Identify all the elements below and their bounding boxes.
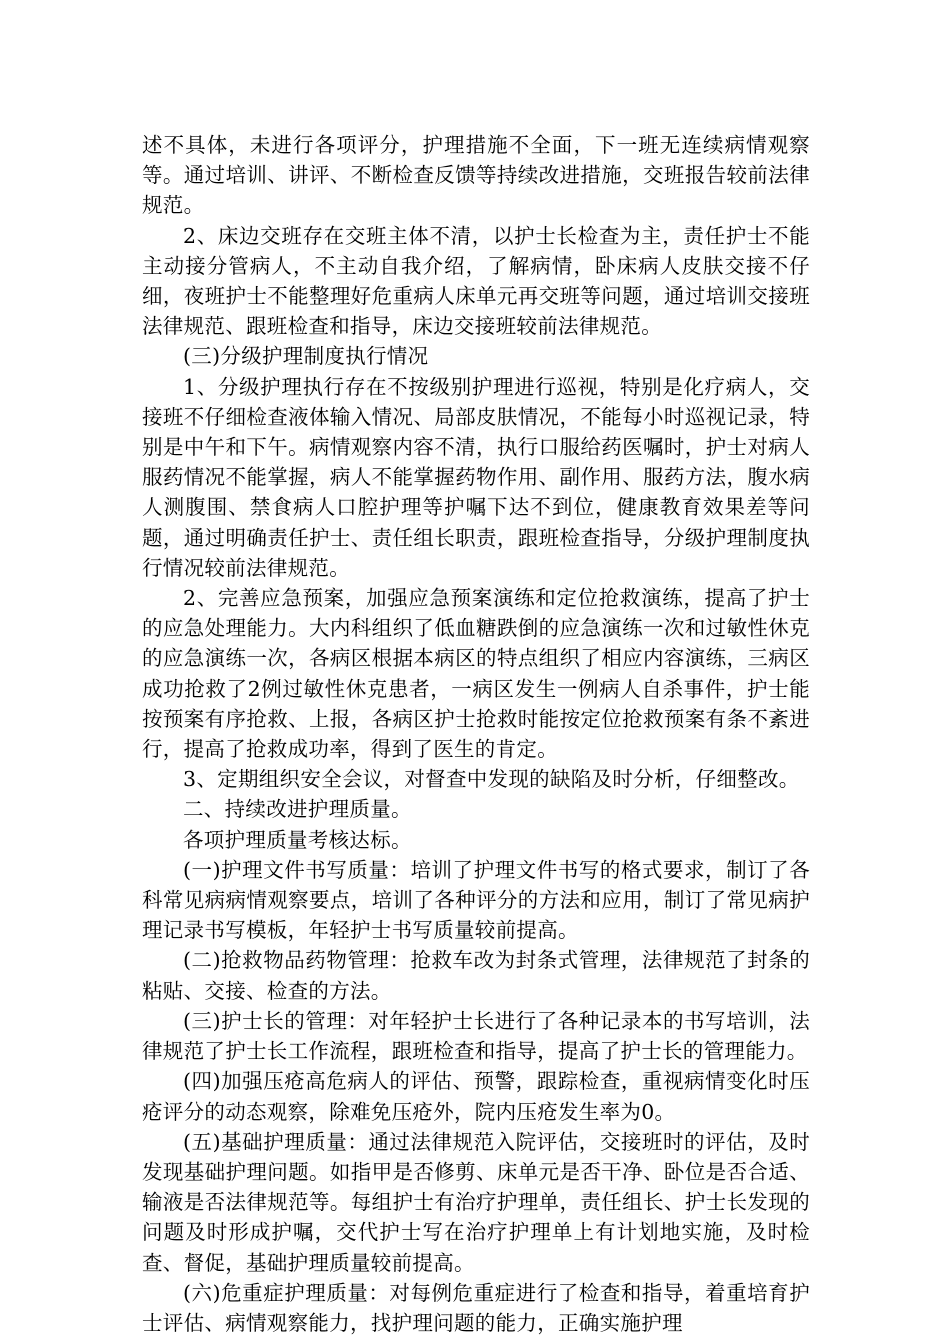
paragraph-emergency-2: 2、完善应急预案，加强应急预案演练和定位抢救演练，提高了护士的应急处理能力。大内科组织了低血糖跌倒的应急演练一次和过敏性休克的应急演练一次，各病区根据本病区的特点组织了相应内容演练，三病区成功抢救了2例过敏性休克患者，一病区发生一例病人自杀事件，护士能按预案有序抢救、上报，各病区护士抢救时能按定位抢救预案有条不紊进行，提高了抢救成功率，得到了医生的肯定。: [142, 586, 810, 762]
paragraph-safety-3: 3、定期组织安全会议，对督查中发现的缺陷及时分析，仔细整改。: [183, 767, 800, 792]
section-heading-grading: (三)分级护理制度执行情况: [183, 344, 429, 369]
paragraph-item-4: (四)加强压疮高危病人的评估、预警，跟踪检查，重视病情变化时压疮评分的动态观察，除难免压疮外，院内压疮发生率为0。: [142, 1069, 810, 1124]
paragraph-continuation: 述不具体，未进行各项评分，护理措施不全面，下一班无连续病情观察等。通过培训、讲评、不断检查反馈等持续改进措施，交班报告较前法律规范。: [142, 133, 810, 218]
paragraph-standards: 各项护理质量考核达标。: [183, 827, 412, 852]
paragraph-item-1: (一)护理文件书写质量：培训了护理文件书写的格式要求，制订了各科常见病病情观察要点，培训了各种评分的方法和应用，制订了常见病护理记录书写模板，年轻护士书写质量较前提高。: [142, 857, 810, 943]
document-page: [142, 130, 810, 1338]
paragraph-item-5: (五)基础护理质量：通过法律规范入院评估，交接班时的评估，及时发现基础护理问题。如指甲是否修剪、床单元是否干净、卧位是否合适、输液是否法律规范等。每组护士有治疗护理单，责任组长、护士长发现的问题及时形成护嘱，交代护士写在治疗护理单上有计划地实施，及时检查、督促，基础护理质量较前提高。: [142, 1129, 810, 1275]
paragraph-item-6: (六)危重症护理质量：对每例危重症进行了检查和指导，着重培育护士评估、病情观察能力，找护理问题的能力，正确实施护理: [142, 1280, 810, 1335]
paragraph-item-2: (二)抢救物品药物管理：抢救车改为封条式管理，法律规范了封条的粘贴、交接、检查的方法。: [142, 948, 810, 1003]
paragraph-item-3: (三)护士长的管理：对年轻护士长进行了各种记录本的书写培训，法律规范了护士长工作流程，跟班检查和指导，提高了护士长的管理能力。: [142, 1008, 810, 1064]
paragraph-bedside-handover: 2、床边交班存在交班主体不清，以护士长检查为主，责任护士不能主动接分管病人，不主动自我介绍，了解病情，卧床病人皮肤交接不仔细，夜班护士不能整理好危重病人床单元再交班等问题，通过培训交接班法律规范、跟班检查和指导，床边交接班较前法律规范。: [142, 223, 810, 339]
section-heading-quality: 二、持续改进护理质量。: [183, 797, 412, 822]
paragraph-grading-1: 1、分级护理执行存在不按级别护理进行巡视，特别是化疗病人，交接班不仔细检查液体输入情况、局部皮肤情况，不能每小时巡视记录，特别是中午和下午。病情观察内容不清，执行口服给药医嘱时，护士对病人服药情况不能掌握，病人不能掌握药物作用、副作用、服药方法，腹水病人测腹围、禁食病人口腔护理等护嘱下达不到位，健康教育效果差等问题，通过明确责任护士、责任组长职责，跟班检查指导，分级护理制度执行情况较前法律规范。: [142, 374, 810, 580]
